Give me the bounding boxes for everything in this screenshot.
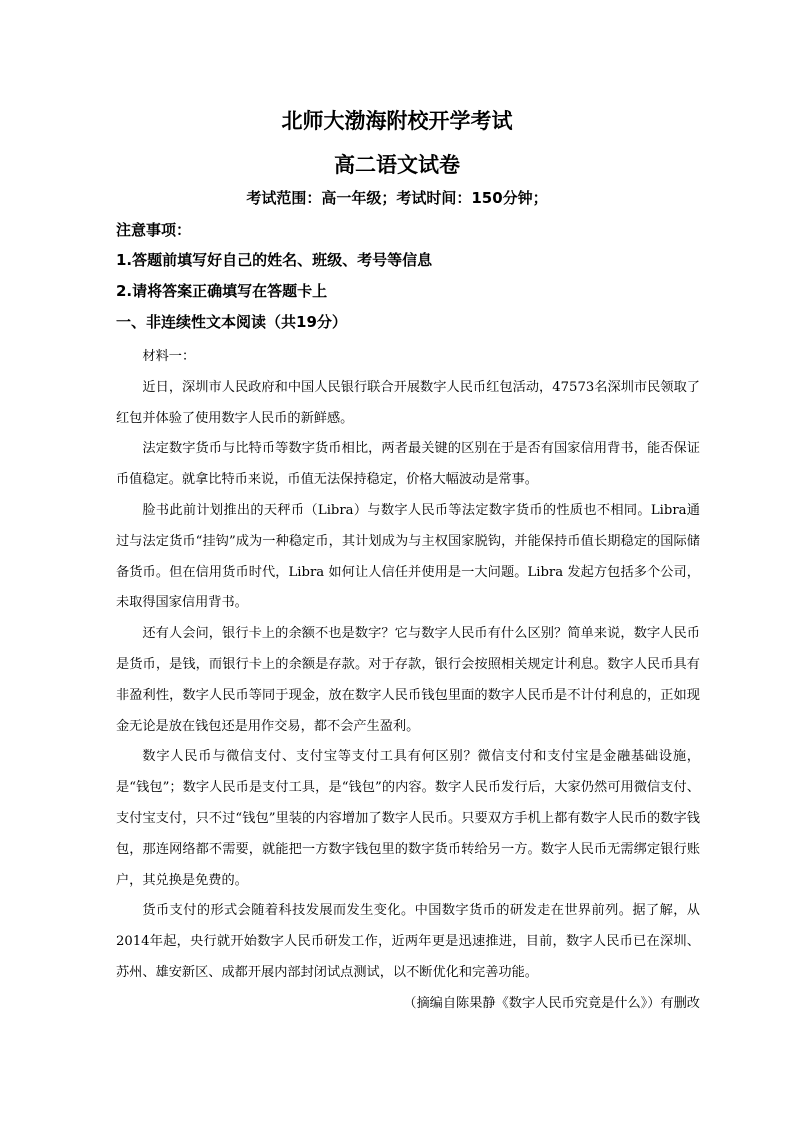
source-citation: （摘编自陈果静《数字人民币究竟是什么》）有删改 bbox=[403, 995, 700, 1011]
note-item: 2.请将答案正确填写在答题卡上 bbox=[116, 282, 328, 300]
note-item: 1.答题前填写好自己的姓名、班级、考号等信息 bbox=[116, 251, 433, 269]
notes-heading: 注意事项： bbox=[116, 221, 192, 239]
paragraph: 还有人会问，银行卡上的余额不也是数字？它与数字人民币有什么区别？简单来说，数字人民币是货币，是钱，而银行卡上的余额是存款。对于存款，银行会按照相关规定计利息。数字人民币具有非盈利性，数字人民币等同于现金，放在数字人民币钱包里面的数字人民币是不计付利息的，正如现金无论是放在钱包还是用作交易，都不会产生盈利。 bbox=[116, 626, 700, 734]
exam-school-title: 北师大渤海附校开学考试 bbox=[281, 108, 513, 133]
paragraph: 脸书此前计划推出的天秤币（Libra）与数字人民币等法定数字货币的性质也不相同。Libra通过与法定货币“挂钩”成为一种稳定币，其计划成为与主权国家脱钩，并能保持币值长期稳定的国际储备货币。但在信用货币时代，Libra 如何让人信任并使用是一大问题。Libra 发起方包括多个公司，未取得国家信用背书。 bbox=[116, 502, 700, 611]
paragraph: 数字人民币与微信支付、支付宝等支付工具有何区别？微信支付和支付宝是金融基础设施，是“钱包”；数字人民币是支付工具，是“钱包”的内容。数字人民币发行后，大家仍然可用微信支付、支付宝支付，只不过“钱包”里装的内容增加了数字人民币。只要双方手机上都有数字人民币的数字钱包，那连网络都不需要，就能把一方数字钱包里的数字货币转给另一方。数字人民币无需绑定银行账户，其兑换是免费的。 bbox=[116, 749, 700, 888]
paragraph: 法定数字货币与比特币等数字货币相比，两者最关键的区别在于是否有国家信用背书，能否保证币值稳定。就拿比特币来说，币值无法保持稳定，价格大幅波动是常事。 bbox=[116, 441, 700, 488]
section-heading: 一、非连续性文本阅读（共19分） bbox=[116, 313, 347, 331]
exam-scope-line: 考试范围：高一年级；考试时间：150分钟； bbox=[246, 189, 548, 207]
paper-title: 高二语文试卷 bbox=[334, 152, 460, 177]
material-label: 材料一： bbox=[142, 349, 196, 364]
reading-material bbox=[116, 342, 700, 1020]
paragraph: 货币支付的形式会随着科技发展而发生变化。中国数字货币的研发走在世界前列。据了解，从2014年起，央行就开始数字人民币研发工作，近两年更是迅速推进，目前，数字人民币已在深圳、苏州、雄安新区、成都开展内部封闭试点测试，以不断优化和完善功能。 bbox=[116, 903, 700, 980]
paragraph: 近日，深圳市人民政府和中国人民银行联合开展数字人民币红包活动，47573名深圳市民领取了红包并体验了使用数字人民币的新鲜感。 bbox=[116, 379, 700, 426]
